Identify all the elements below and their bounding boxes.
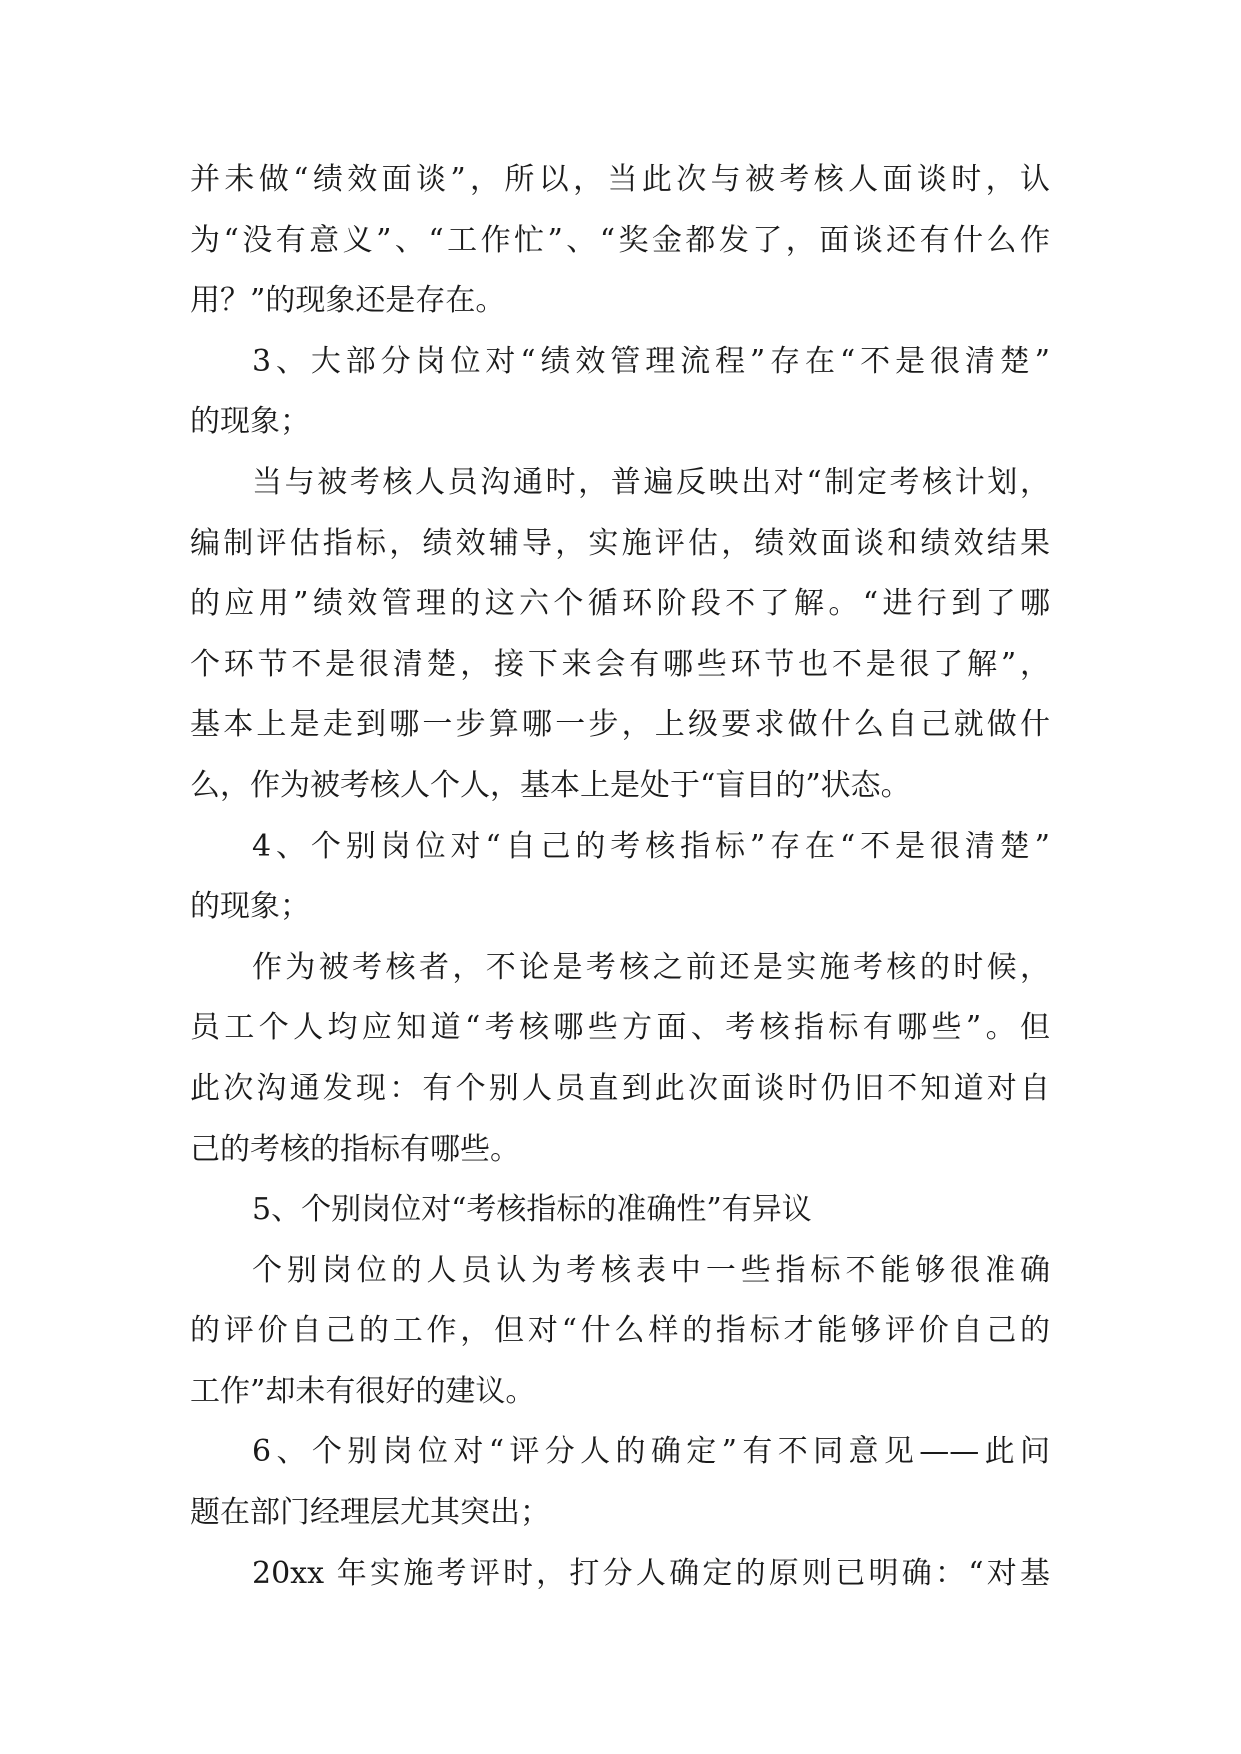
text-line: 并未做“绩效面谈”，所以，当此次与被考核人面谈时，认 (190, 162, 1050, 197)
text-line: 个环节不是很清楚，接下来会有哪些环节也不是很了解”， (190, 646, 1050, 682)
text-line: 此次沟通发现：有个别人员直到此次面谈时仍旧不知道对自 (190, 1070, 1050, 1106)
section-heading-3: 3、大部分岗位对“绩效管理流程”存在“不是很清楚” (252, 343, 1050, 379)
text-line: 编制评估指标，绩效辅导，实施评估，绩效面谈和绩效结果 (190, 525, 1050, 561)
section-heading-4: 4、个别岗位对“自己的考核指标”存在“不是很清楚” (252, 828, 1050, 864)
text-line: 的应用”绩效管理的这六个循环阶段不了解。“进行到了哪 (190, 586, 1050, 622)
text-line: 用？”的现象还是存在。 (190, 283, 506, 319)
section-heading-6: 6、个别岗位对“评分人的确定”有不同意见——此问 (252, 1434, 1050, 1470)
text-line: 的现象； (190, 404, 310, 440)
text-line: 为“没有意义”、“工作忙”、“奖金都发了，面谈还有什么作 (190, 222, 1050, 258)
text-line: 己的考核的指标有哪些。 (190, 1131, 520, 1167)
text-line: 当与被考核人员沟通时，普遍反映出对“制定考核计划， (252, 464, 1050, 500)
text-line: 基本上是走到哪一步算哪一步，上级要求做什么自己就做什 (190, 707, 1050, 743)
text-line: 的评价自己的工作，但对“什么样的指标才能够评价自己的 (190, 1313, 1050, 1349)
text-line: 题在部门经理层尤其突出； (190, 1495, 550, 1531)
section-heading-5: 5、个别岗位对“考核指标的准确性”有异议 (252, 1192, 812, 1228)
text-line: 么，作为被考核人个人，基本上是处于“盲目的”状态。 (190, 767, 911, 803)
text-line: 作为被考核者，不论是考核之前还是实施考核的时候， (252, 949, 1050, 985)
text-line: 工作”却未有很好的建议。 (190, 1373, 536, 1409)
text-line: 员工个人均应知道“考核哪些方面、考核指标有哪些”。但 (190, 1010, 1050, 1046)
text-line: 的现象； (190, 889, 310, 925)
text-line: 20xx 年实施考评时，打分人确定的原则已明确：“对基 (252, 1555, 1050, 1591)
body-text (190, 150, 1050, 1604)
text-line: 个别岗位的人员认为考核表中一些指标不能够很准确 (252, 1252, 1050, 1288)
